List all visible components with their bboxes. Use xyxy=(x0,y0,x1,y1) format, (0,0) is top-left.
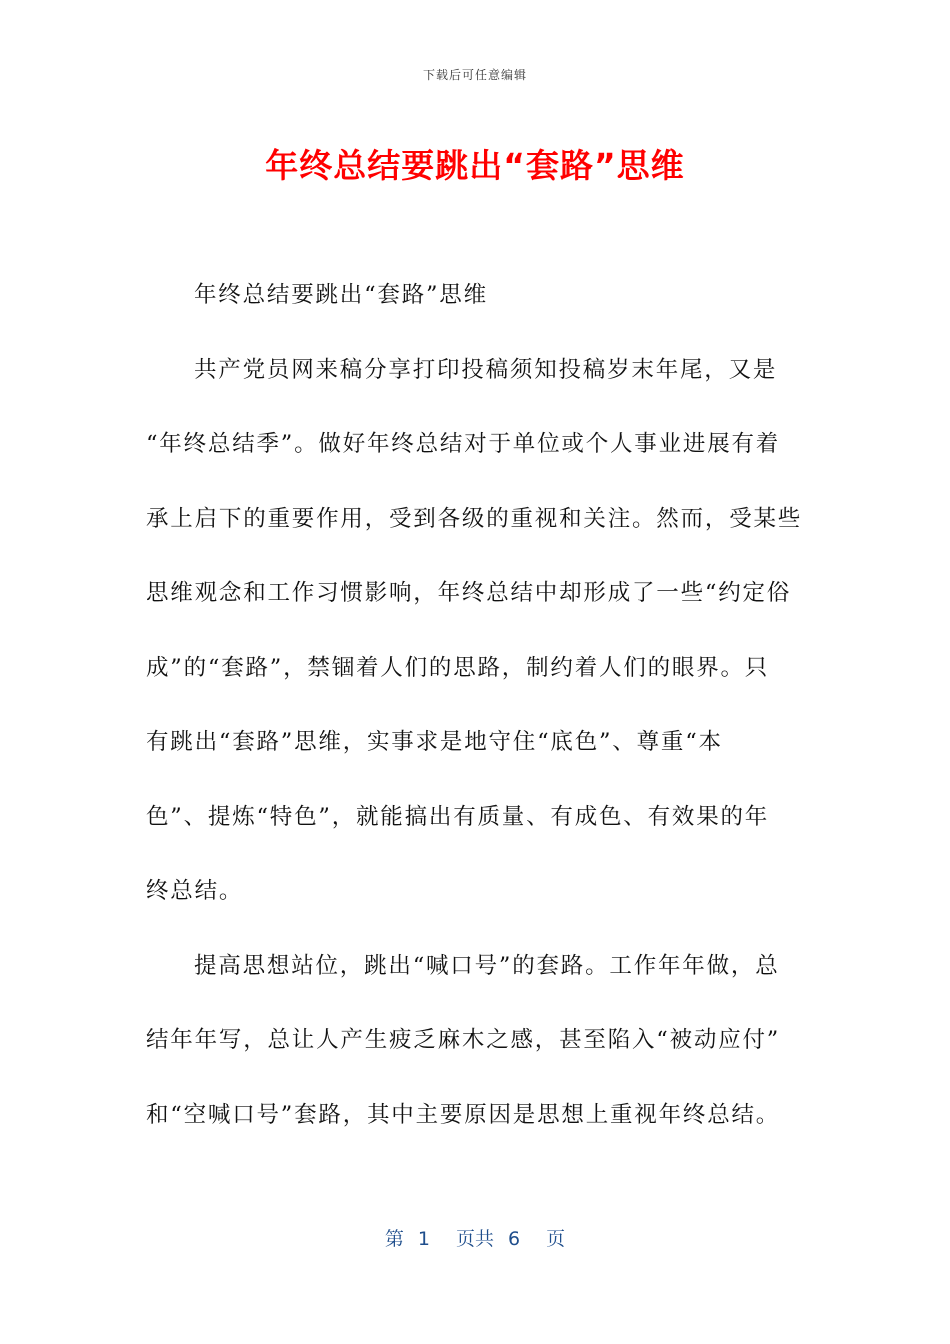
body-line: 提高思想站位，跳出“喊口号”的套路。工作年年做，总 xyxy=(194,952,780,979)
footer-page-prefix: 第 xyxy=(384,1228,404,1250)
body-line: 有跳出“套路”思维，实事求是地守住“底色”、尊重“本 xyxy=(146,729,723,755)
body-line: 思维观念和工作习惯影响，年终总结中却形成了一些“约定俗 xyxy=(146,580,792,606)
body-line: 色”、提炼“特色”，就能搞出有质量、有成色、有效果的年 xyxy=(146,803,770,830)
body-line: 结年年写，总让人产生疲乏麻木之感，甚至陷入“被动应付” xyxy=(146,1027,781,1053)
footer-page-number: 1 xyxy=(417,1228,430,1250)
body-line: 和“空喊口号”套路，其中主要原因是思想上重视年终总结。 xyxy=(146,1101,781,1128)
body-line: 共产党员网来稿分享打印投稿须知投稿岁末年尾，又是 xyxy=(194,356,778,383)
document-title: 年终总结要跳出“套路”思维 xyxy=(265,146,685,185)
header-note: 下载后可任意编辑 xyxy=(422,68,527,82)
body-line-subtitle: 年终总结要跳出“套路”思维 xyxy=(194,282,488,308)
footer-page-suffix: 页 xyxy=(546,1228,566,1250)
body-line: “年终总结季”。做好年终总结对于单位或个人事业进展有着 xyxy=(146,431,781,457)
page-footer xyxy=(0,1224,950,1251)
footer-page-mid: 页共 xyxy=(455,1228,494,1250)
footer-page-total: 6 xyxy=(508,1228,521,1250)
document-body xyxy=(146,258,803,1152)
body-line: 终总结。 xyxy=(146,878,244,904)
body-line: 承上启下的重要作用，受到各级的重视和关注。然而，受某些 xyxy=(146,505,803,532)
body-line: 成”的“套路”，禁锢着人们的思路，制约着人们的眼界。只 xyxy=(146,654,770,681)
